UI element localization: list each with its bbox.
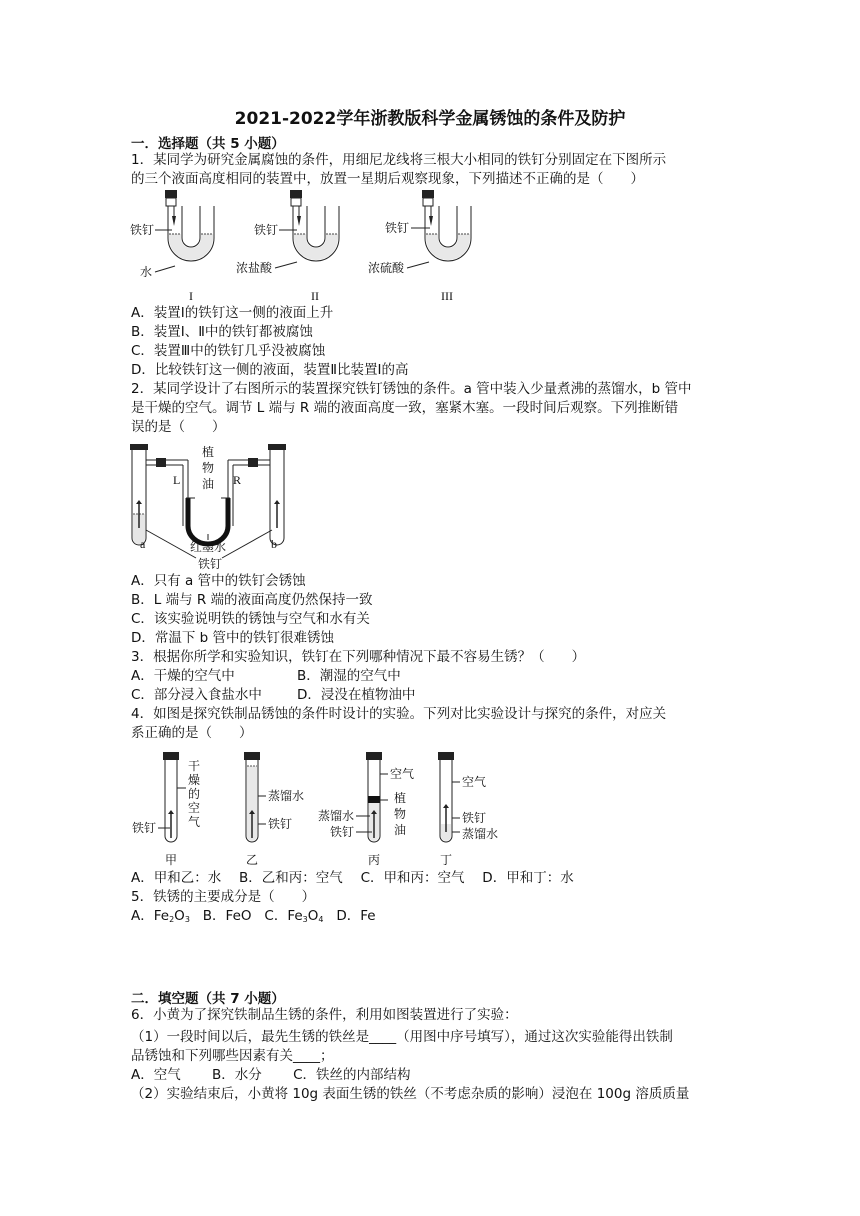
q4-options: A．甲和乙：水 B．乙和丙：空气 C．甲和丙：空气 D．甲和丁：水: [131, 870, 574, 886]
q4-jia-dry-5: 气: [188, 815, 201, 829]
q4-figure: [130, 748, 510, 866]
q1-roman-2: II: [311, 289, 319, 303]
q4-yi-water: 蒸馏水: [268, 789, 305, 803]
apparatus-3: [422, 190, 471, 261]
q1-label-nail-3: 铁钉: [385, 221, 410, 235]
q4-bing-oil-1: 植: [394, 791, 407, 805]
q4-stem-line1: 4．如图是探究铁制品锈蚀的条件时设计的实验。下列对比实验设计与探究的条件，对应关: [131, 706, 667, 722]
q4-yi-nail: 铁钉: [268, 817, 293, 831]
q1-option-a: A．装置Ⅰ的铁钉这一侧的液面上升: [131, 305, 334, 321]
q4-label-yi: 乙: [246, 853, 259, 867]
q1-label-nail-1: 铁钉: [130, 223, 155, 237]
q4-ding-water: 蒸馏水: [462, 827, 499, 841]
q4-label-jia: 甲: [165, 853, 178, 867]
q5-option-a: A．$Fe_2O_3$: [131, 908, 190, 924]
q5-option-c: C．$Fe_3O_4$: [264, 908, 324, 924]
q4-bing-oil-3: 油: [394, 823, 407, 837]
q1-figure: [125, 190, 475, 306]
q4-label-bing: 丙: [368, 853, 381, 867]
page-title: 2021-2022学年浙教版科学金属锈蚀的条件及防护: [234, 109, 626, 129]
q2-stem-line3: 误的是（ ）: [131, 419, 226, 435]
q4-stem-line2: 系正确的是（ ）: [131, 725, 253, 741]
q1-roman-1: I: [189, 289, 193, 303]
q6-part1-options: A．空气 B．水分 C．铁丝的内部结构: [131, 1067, 411, 1083]
q4-bing-oil-2: 物: [394, 807, 407, 821]
q6-stem: 6．小黄为了探究铁制品生锈的条件，利用如图装置进行了实验：: [131, 1007, 518, 1023]
q3-option-d: D．浸没在植物油中: [297, 687, 416, 703]
q5-options: [131, 907, 376, 929]
section-heading-choice: 一．选择题（共 5 小题）: [131, 136, 285, 152]
q4-bing-water: 蒸馏水: [318, 809, 355, 823]
q4-jia-dry-4: 空: [188, 801, 201, 815]
q1-option-b: B．装置Ⅰ、Ⅱ中的铁钉都被腐蚀: [131, 324, 313, 340]
apparatus-1: [165, 190, 214, 261]
q2-stem-line1: 2．某同学设计了右图所示的装置探究铁钉锈蚀的条件。a 管中装入少量煮沸的蒸馏水，b 管中: [131, 381, 692, 397]
q4-label-ding: 丁: [440, 853, 453, 867]
q2-label-red-ink: 红墨水: [190, 540, 227, 554]
q6-part1-line1: （1）一段时间以后，最先生锈的铁丝是____（用图中序号填写），通过这次实验能得出铁制: [131, 1029, 673, 1045]
q2-label-nail: 铁钉: [198, 557, 223, 571]
q5-option-b: B．FeO: [202, 908, 252, 924]
q1-stem-line2: 的三个液面高度相同的装置中，放置一星期后观察现象，下列描述不正确的是（ ）: [131, 171, 644, 187]
q4-bing-air: 空气: [390, 767, 415, 781]
q4-bing-nail: 铁钉: [330, 825, 355, 839]
q4-jia-dry-2: 燥: [188, 773, 201, 787]
tube-yi: [244, 752, 304, 867]
q4-jia-dry-3: 的: [188, 787, 201, 801]
q3-option-b: B．潮湿的空气中: [297, 668, 401, 684]
q1-option-c: C．装置Ⅲ中的铁钉几乎没被腐蚀: [131, 343, 326, 359]
q3-option-a: A．干燥的空气中: [131, 668, 235, 684]
q2-label-a: a: [140, 537, 146, 551]
q2-label-b: b: [271, 537, 277, 551]
q6-part2-line1: （2）实验结束后，小黄将 10g 表面生锈的铁丝（不考虑杂质的影响）浸泡在 100g 溶质质量: [131, 1086, 690, 1102]
tube-ding: [438, 752, 498, 867]
q1-stem-line1: 1．某同学为研究金属腐蚀的条件，用细尼龙线将三根大小相同的铁钉分别固定在下图所示: [131, 152, 667, 168]
section-heading-fill: 二．填空题（共 7 小题）: [131, 991, 285, 1007]
q2-label-l: L: [173, 473, 181, 487]
tube-jia: [132, 752, 200, 867]
q5-stem: 5．铁锈的主要成分是（ ）: [131, 889, 316, 905]
q2-figure: [128, 438, 298, 572]
q2-label-oil-2: 物: [202, 461, 215, 475]
q3-stem: 3．根据你所学和实验知识，铁钉在下列哪种情况下最不容易生锈？（ ）: [131, 649, 586, 665]
q2-option-c: C．该实验说明铁的锈蚀与空气和水有关: [131, 611, 370, 627]
q1-label-nail-2: 铁钉: [254, 223, 279, 237]
q5-option-d: D．Fe: [336, 908, 376, 924]
q6-part1-line2: 品锈蚀和下列哪些因素有关____；: [131, 1048, 334, 1064]
q3-option-c: C．部分浸入食盐水中: [131, 687, 262, 703]
q4-jia-dry-1: 干: [188, 759, 201, 773]
q1-label-hcl: 浓盐酸: [236, 261, 273, 275]
q2-stem-line2: 是干燥的空气。调节 L 端与 R 端的液面高度一致，塞紧木塞。一段时间后观察。下列推断错: [131, 400, 679, 416]
q1-roman-3: III: [441, 289, 453, 303]
q2-label-oil-3: 油: [202, 477, 215, 491]
apparatus-2: [290, 190, 339, 261]
q4-ding-air: 空气: [462, 775, 487, 789]
q2-option-a: A．只有 a 管中的铁钉会锈蚀: [131, 573, 306, 589]
q4-jia-nail: 铁钉: [132, 821, 157, 835]
q1-label-h2so4: 浓硫酸: [368, 261, 405, 275]
q2-label-r: R: [233, 473, 242, 487]
q4-ding-nail: 铁钉: [462, 811, 487, 825]
q2-label-oil-1: 植: [202, 445, 215, 459]
q1-option-d: D．比较铁钉这一侧的液面，装置Ⅱ比装置Ⅰ的高: [131, 362, 409, 378]
tube-bing: [318, 752, 414, 867]
q2-option-b: B．L 端与 R 端的液面高度仍然保持一致: [131, 592, 373, 608]
q1-label-water: 水: [140, 265, 153, 279]
q2-option-d: D．常温下 b 管中的铁钉很难锈蚀: [131, 630, 335, 646]
